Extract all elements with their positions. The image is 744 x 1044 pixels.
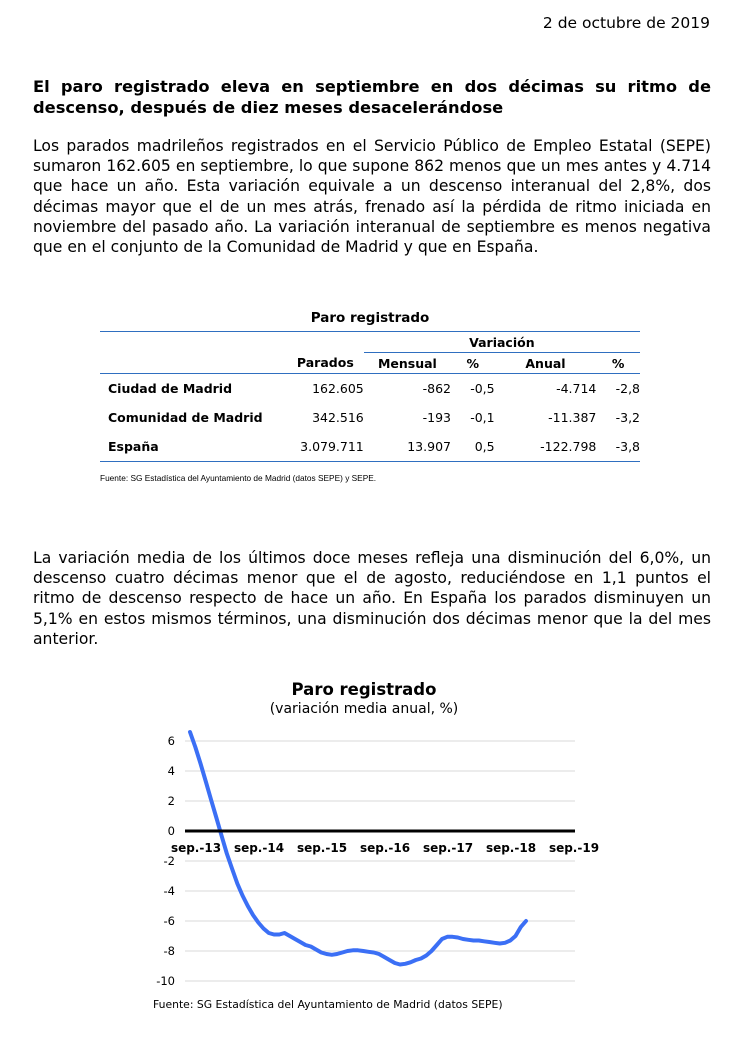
y-tick-label: -4 [163,884,175,898]
cell-pct-anual: -3,8 [596,432,640,462]
chart-title: Paro registrado [291,680,437,699]
header-parados: Parados [287,353,364,374]
table-title: Paro registrado [310,310,430,326]
cell-pct-anual: -2,8 [615,381,640,396]
x-tick-label: sep.-16 [359,841,411,855]
y-tick-label: -8 [163,944,175,958]
header-pct-mensual: % [451,353,495,374]
y-tick-label: 4 [167,764,175,778]
cell-mensual: 13.907 [364,432,451,462]
x-tick-label: sep.-17 [422,841,474,855]
y-tick-label: 6 [167,734,175,748]
cell-anual: -4.714 [556,381,597,396]
cell-mensual: -862 [422,381,451,396]
table-header-empty [100,353,287,374]
table-row [100,432,640,462]
table-row [100,403,640,432]
headline: El paro registrado eleva en septiembre en dos décimas su ritmo de descenso, después de diez meses desacelerándose [33,77,711,117]
intro-paragraph: Los parados madrileños registrados en el Servicio Público de Empleo Estatal (SEPE) sumaron 162.605 en septiembre, lo que supone 862 menos que un mes antes y 4.714 que hace un año. Esta variación equivale a un descenso interanual del 2,8%, dos décimas mayor que el de un mes atrás, frenado así la pérdida de ritmo iniciada en noviembre del pasado año. La variación interanual de septiembre es menos negativa que en el conjunto de la Comunidad de Madrid y que en España. [33,137,711,257]
table-source-note: Fuente: SG Estadística del Ayuntamiento de Madrid (datos SEPE) y SEPE. [100,473,377,483]
table-header-row [100,353,640,374]
row-label: España [100,432,287,462]
cell-anual: -11.387 [548,410,597,425]
cell-parados: 3.079.711 [287,432,364,462]
x-tick-label: sep.-18 [485,841,537,855]
y-tick-label: -10 [156,974,175,988]
header-pct-anual: % [596,353,640,374]
x-tick-label: sep.-19 [548,841,600,855]
cell-parados: 162.605 [312,381,364,396]
row-label: Ciudad de Madrid [108,381,233,396]
variacion-header: Variación [364,332,640,353]
header-mensual: Mensual [364,353,451,374]
table-header-spacer [100,332,287,353]
cell-pct-anual: -3,2 [615,410,640,425]
y-tick-label: -6 [163,914,175,928]
cell-anual: -122.798 [495,432,597,462]
table-row [100,374,640,404]
chart-subtitle: (variación media anual, %) [269,701,459,717]
paro-table [100,331,640,462]
x-tick-label: sep.-13 [170,841,222,855]
table-header-group-row [100,332,640,353]
second-paragraph: La variación media de los últimos doce meses refleja una disminución del 6,0%, un descenso cuatro décimas menor que el de agosto, reduciéndose en 1,1 puntos el ritmo de descenso respecto de hace un año. En España los parados disminuyen un 5,1% en estos mismos términos, una disminución dos décimas menor que la del mes anterior. [33,549,711,648]
cell-parados: 342.516 [312,410,364,425]
report-date: 2 de octubre de 2019 [542,14,710,32]
chart-source-note: Fuente: SG Estadística del Ayuntamiento de Madrid (datos SEPE) [153,998,503,1011]
y-tick-label: 0 [167,824,175,838]
cell-pct-mensual: -0,5 [470,381,495,396]
y-tick-label: 2 [167,794,175,808]
table-header-spacer [287,332,364,353]
x-tick-label: sep.-14 [233,841,285,855]
row-label: Comunidad de Madrid [108,410,263,425]
line-chart [150,726,600,996]
cell-pct-mensual: -0,1 [470,410,495,425]
cell-pct-mensual: 0,5 [451,432,495,462]
header-anual: Anual [495,353,597,374]
cell-mensual: -193 [422,410,451,425]
x-tick-label: sep.-15 [296,841,348,855]
y-tick-label: -2 [163,854,175,868]
